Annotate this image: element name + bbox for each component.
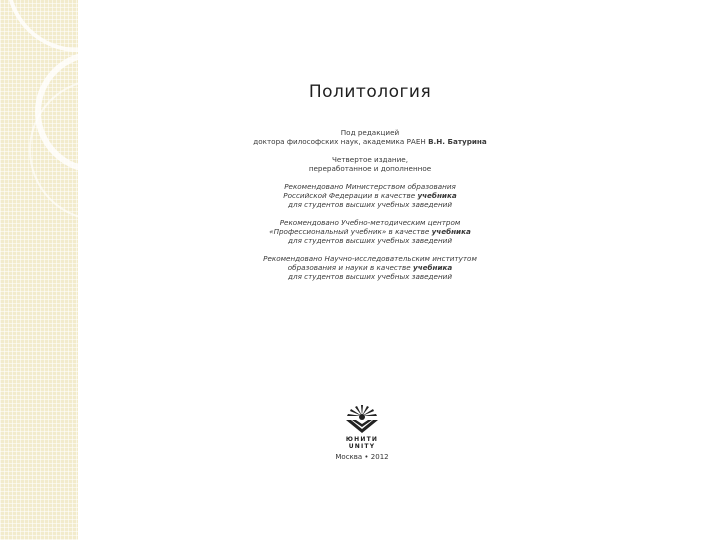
editor-line-2 <box>200 137 540 146</box>
recommendation-2 <box>200 218 540 245</box>
edition-line-1: Четвертое издание, <box>332 155 408 164</box>
recommendation-2-text: «Профессиональный учебник» в качестве <box>269 227 430 236</box>
recommendation-3-text: образования и науки в качестве <box>287 263 411 272</box>
publisher-name <box>340 436 384 450</box>
edition-block <box>200 155 540 173</box>
recommendation-2-line-2 <box>200 227 540 236</box>
publisher-name-ru: ЮНИТИ <box>345 436 379 443</box>
recommendation-1-text: Российской Федерации в качестве <box>283 191 416 200</box>
recommendation-3-bold: учебника <box>413 263 453 272</box>
editor-line-1: Под редакцией <box>340 128 400 137</box>
publisher-logo-icon <box>340 404 384 434</box>
recommendation-1-bold: учебника <box>417 191 457 200</box>
recommendation-1-line-3: для студентов высших учебных заведений <box>288 200 452 209</box>
editor-name: В.Н. Батурина <box>428 137 487 146</box>
editor-credentials: доктора философских наук, академика РАЕН <box>253 137 426 146</box>
decorative-arcs <box>0 0 78 540</box>
editor-block <box>200 128 540 146</box>
recommendation-1-line-1: Рекомендовано Министерством образования <box>284 182 456 191</box>
recommendation-2-line-3: для студентов высших учебных заведений <box>288 236 452 245</box>
recommendation-3 <box>200 254 540 281</box>
publisher-name-en: UNITY <box>348 443 376 450</box>
recommendation-1 <box>200 182 540 209</box>
recommendation-2-bold: учебника <box>431 227 471 236</box>
recommendation-3-line-1: Рекомендовано Научно-исследовательским институтом <box>263 254 477 263</box>
book-title: Политология <box>308 82 432 102</box>
recommendation-1-line-2 <box>200 191 540 200</box>
recommendation-3-line-2 <box>200 263 540 272</box>
recommendation-2-line-1: Рекомендовано Учебно-методическим центром <box>279 218 461 227</box>
recommendation-3-line-3: для студентов высших учебных заведений <box>288 272 452 281</box>
edition-line-2: переработанное и дополненное <box>308 164 432 173</box>
title-page <box>200 82 540 290</box>
city-year: Москва • 2012 <box>335 453 389 461</box>
decorative-side-panel <box>0 0 78 540</box>
